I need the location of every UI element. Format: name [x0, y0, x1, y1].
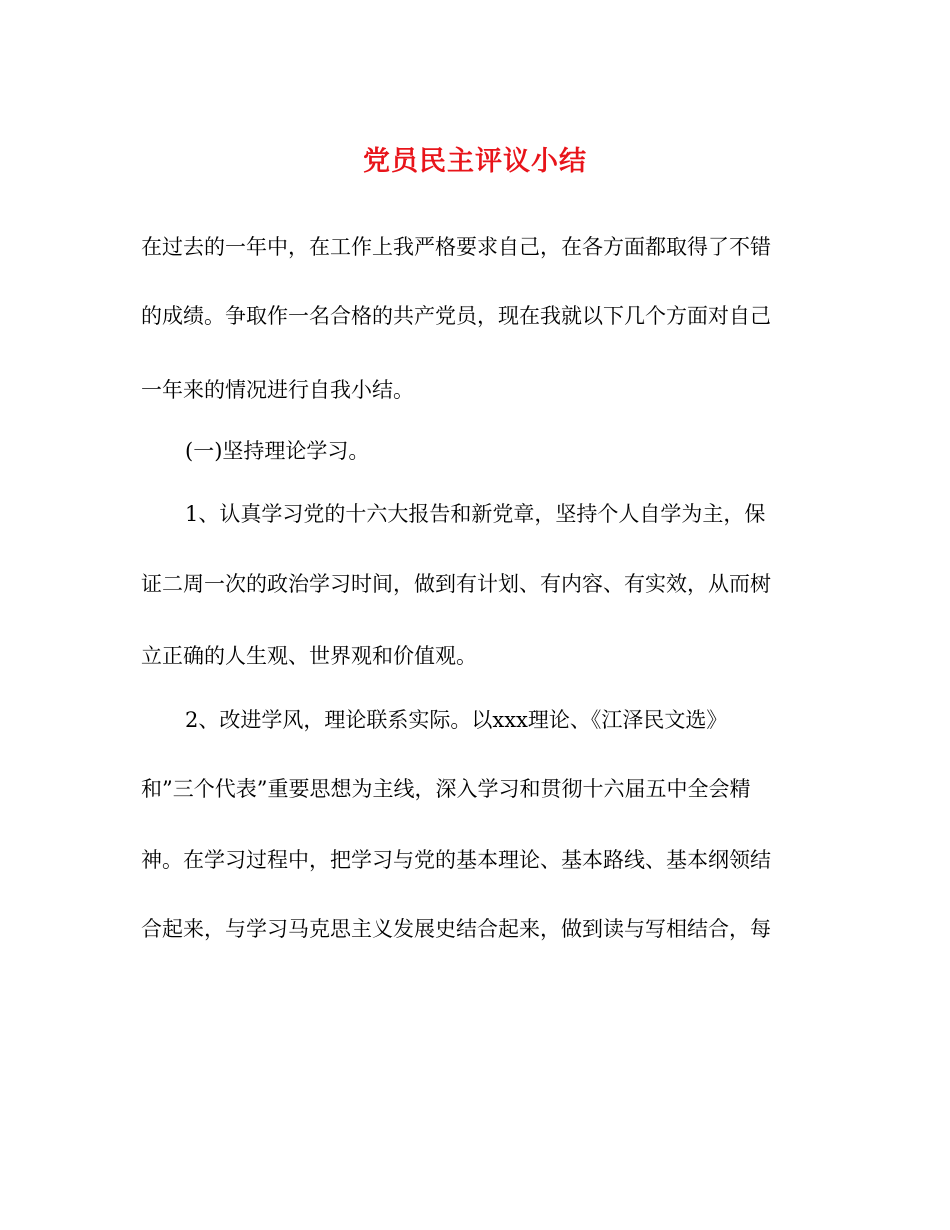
- paragraph-line: 立正确的人生观、世界观和价值观。: [141, 644, 477, 668]
- paragraph-line: 和”三个代表”重要思想为主线，深入学习和贯彻十六届五中全会精: [141, 777, 751, 801]
- paragraph-line: 在过去的一年中，在工作上我严格要求自己，在各方面都取得了不错: [141, 235, 771, 259]
- paragraph-line: 的成绩。争取作一名合格的共产党员，现在我就以下几个方面对自己: [141, 304, 771, 328]
- paragraph-line: 证二周一次的政治学习时间，做到有计划、有内容、有实效，从而树: [141, 572, 771, 596]
- document-title: 党员民主评议小结: [363, 146, 587, 177]
- paragraph-line: 合起来，与学习马克思主义发展史结合起来，做到读与写相结合，每: [141, 917, 771, 941]
- paragraph-line: 一年来的情况进行自我小结。: [141, 378, 414, 402]
- paragraph-line: 2、改进学风，理论联系实际。以xxx理论、《江泽民文选》: [185, 708, 728, 732]
- paragraph-line: 1、认真学习党的十六大报告和新党章，坚持个人自学为主，保: [185, 502, 766, 526]
- paragraph-line: 神。在学习过程中，把学习与党的基本理论、基本路线、基本纲领结: [141, 848, 771, 872]
- section-heading: (一)坚持理论学习。: [185, 439, 370, 463]
